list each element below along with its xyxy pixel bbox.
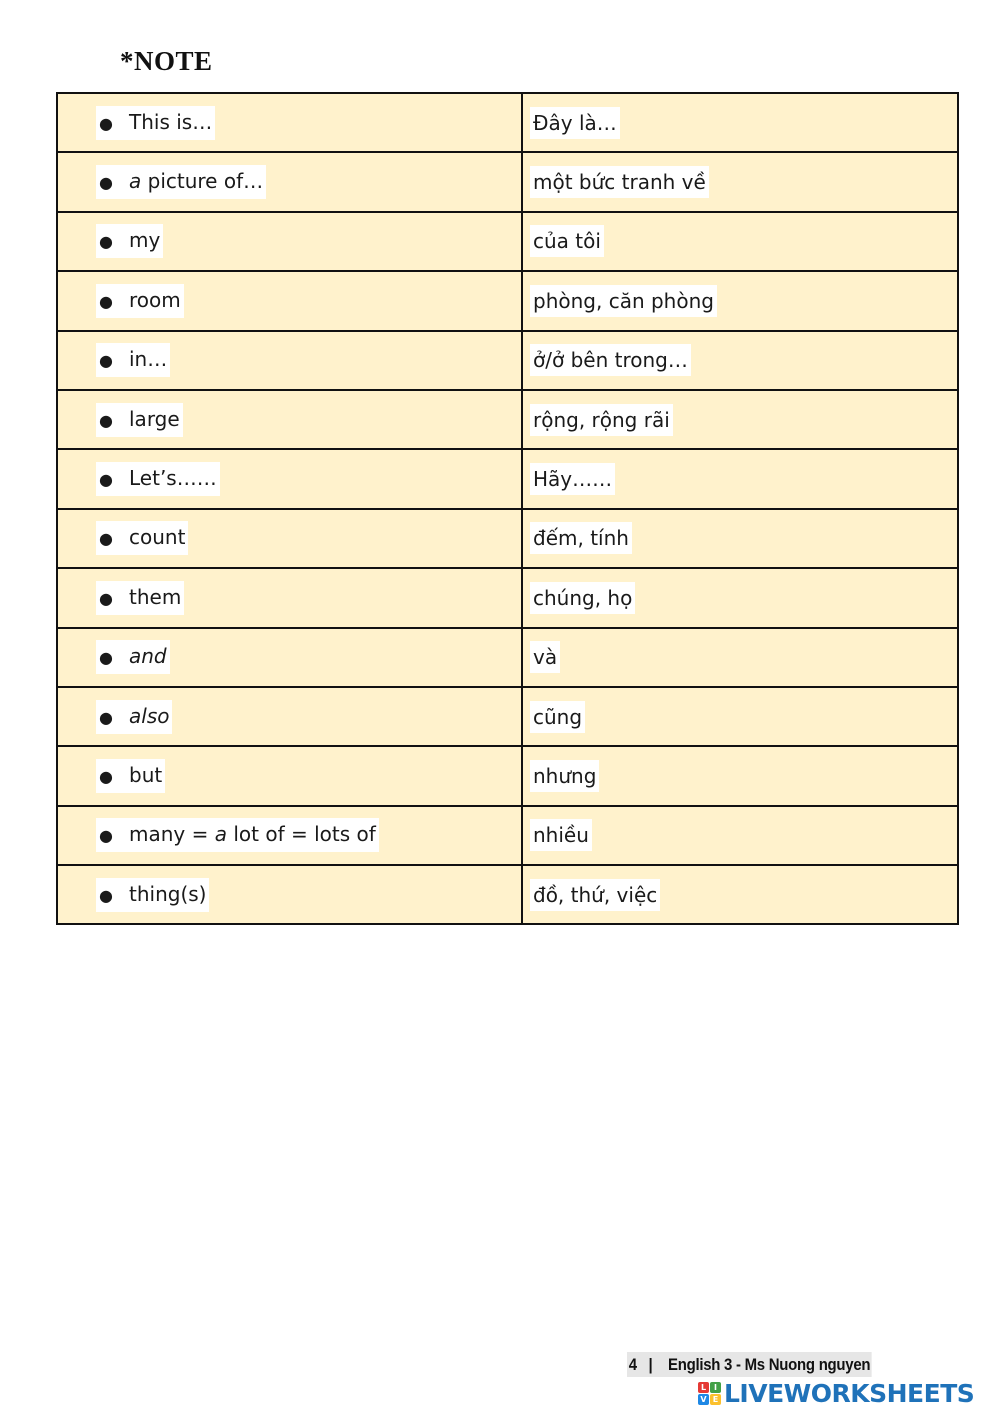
- bullet-icon: ●: [99, 707, 113, 727]
- vietnamese-cell: [522, 152, 958, 211]
- english-cell: [57, 865, 522, 924]
- logo-letter: E: [710, 1394, 721, 1405]
- english-cell: [57, 806, 522, 865]
- table-row: [57, 687, 958, 746]
- vietnamese-cell: [522, 628, 958, 687]
- table-row: [57, 212, 958, 271]
- bullet-icon: ●: [99, 232, 113, 252]
- vietnamese-meaning: của tôi: [530, 225, 604, 257]
- bullet-icon: ●: [99, 173, 113, 193]
- table-row: [57, 746, 958, 805]
- vietnamese-meaning: cũng: [530, 701, 585, 733]
- english-cell: [57, 628, 522, 687]
- vietnamese-meaning: Hãy……: [530, 463, 615, 495]
- bullet-icon: ●: [99, 470, 113, 490]
- vietnamese-cell: [522, 449, 958, 508]
- english-cell: [57, 152, 522, 211]
- watermark-text: LIVEWORKSHEETS: [724, 1378, 975, 1408]
- table-row: [57, 390, 958, 449]
- bullet-icon: ●: [99, 885, 113, 905]
- vocabulary-table: [56, 92, 959, 925]
- vietnamese-cell: [522, 331, 958, 390]
- vietnamese-cell: [522, 390, 958, 449]
- bullet-icon: ●: [99, 351, 113, 371]
- bullet-icon: ●: [99, 766, 113, 786]
- table-row: [57, 449, 958, 508]
- vietnamese-meaning: chúng, họ: [530, 582, 635, 614]
- vietnamese-meaning: nhiều: [530, 819, 592, 851]
- english-term: ● count: [96, 521, 188, 555]
- bullet-icon: ●: [99, 410, 113, 430]
- english-term: ● Let’s……: [96, 462, 220, 496]
- english-term: ● them: [96, 581, 184, 615]
- english-cell: [57, 687, 522, 746]
- bullet-icon: ●: [99, 648, 113, 668]
- english-term: ● thing(s): [96, 878, 209, 912]
- table-row: [57, 865, 958, 924]
- english-term: ● many = a lot of = lots of: [96, 818, 379, 852]
- table-row: [57, 93, 958, 152]
- vietnamese-cell: [522, 568, 958, 627]
- english-cell: [57, 271, 522, 330]
- bullet-icon: ●: [99, 113, 113, 133]
- vietnamese-cell: [522, 806, 958, 865]
- table-row: [57, 509, 958, 568]
- vietnamese-cell: [522, 271, 958, 330]
- english-cell: [57, 509, 522, 568]
- table-row: [57, 628, 958, 687]
- vietnamese-cell: [522, 93, 958, 152]
- english-term: ● but: [96, 759, 165, 793]
- english-cell: [57, 568, 522, 627]
- english-term: ● also: [96, 700, 172, 734]
- logo-letter: I: [710, 1382, 721, 1393]
- vietnamese-meaning: Đây là…: [530, 107, 620, 139]
- english-cell: [57, 93, 522, 152]
- english-cell: [57, 390, 522, 449]
- bullet-icon: ●: [99, 588, 113, 608]
- vietnamese-meaning: đếm, tính: [530, 522, 632, 554]
- english-cell: [57, 746, 522, 805]
- vietnamese-meaning: nhưng: [530, 760, 599, 792]
- vietnamese-meaning: và: [530, 641, 560, 673]
- bullet-icon: ●: [99, 291, 113, 311]
- english-term: ● This is…: [96, 106, 215, 140]
- english-cell: [57, 212, 522, 271]
- vietnamese-cell: [522, 509, 958, 568]
- english-term: ● in…: [96, 343, 170, 377]
- logo-letter: V: [698, 1394, 709, 1405]
- vietnamese-cell: [522, 865, 958, 924]
- vietnamese-meaning: rộng, rộng rãi: [530, 404, 673, 436]
- liveworksheets-logo-icon: [698, 1382, 721, 1405]
- vietnamese-cell: [522, 746, 958, 805]
- vietnamese-meaning: phòng, căn phòng: [530, 285, 717, 317]
- bullet-icon: ●: [99, 529, 113, 549]
- english-term: ● a picture of…: [96, 165, 266, 199]
- page-footer: 4 | English 3 - Ms Nuong nguyen: [627, 1352, 872, 1377]
- page-title: *NOTE: [120, 46, 213, 76]
- vietnamese-meaning: đồ, thứ, việc: [530, 879, 660, 911]
- logo-letter: L: [698, 1382, 709, 1393]
- table-row: [57, 152, 958, 211]
- bullet-icon: ●: [99, 826, 113, 846]
- vietnamese-meaning: một bức tranh về: [530, 166, 709, 198]
- english-term: ● and: [96, 640, 170, 674]
- table-row: [57, 806, 958, 865]
- english-cell: [57, 449, 522, 508]
- vietnamese-cell: [522, 687, 958, 746]
- vietnamese-meaning: ở/ở bên trong…: [530, 344, 691, 376]
- table-row: [57, 271, 958, 330]
- english-cell: [57, 331, 522, 390]
- table-row: [57, 331, 958, 390]
- english-term: ● room: [96, 284, 184, 318]
- english-term: ● my: [96, 224, 163, 258]
- liveworksheets-watermark: [698, 1378, 974, 1408]
- table-row: [57, 568, 958, 627]
- english-term: ● large: [96, 403, 183, 437]
- vietnamese-cell: [522, 212, 958, 271]
